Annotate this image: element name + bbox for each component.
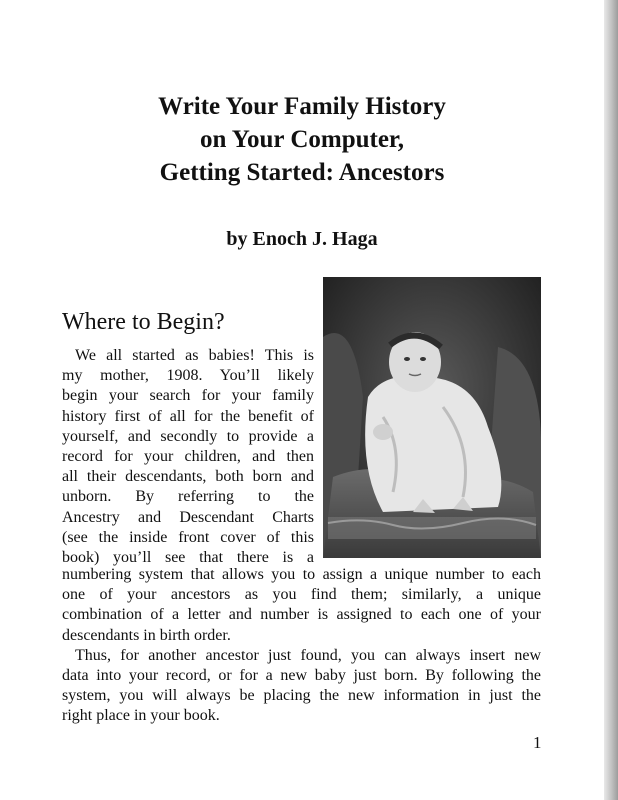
text-line: data into your record, or for a new baby just born. By following the (62, 667, 541, 685)
text-line: book) you’ll see that there is a (62, 549, 314, 567)
paragraph-1-narrow (62, 346, 314, 568)
baby-photograph (323, 277, 541, 558)
text-line: numbering system that allows you to assign a unique number to each (62, 566, 541, 583)
author-byline: by Enoch J. Haga (226, 228, 378, 250)
section-heading: Where to Begin? (62, 309, 225, 335)
text-line: descendants in birth order. (62, 626, 231, 644)
text-line: Thus, for another ancestor just found, you can always insert new (75, 646, 541, 664)
scan-edge-shadow (604, 0, 618, 800)
text-line: one of your ancestors as you find them; similarly, a unique (62, 586, 541, 604)
text-line: yourself, and secondly to provide a (62, 427, 314, 445)
text-line: Ancestry and Descendant Charts (62, 508, 314, 526)
page-number: 1 (533, 733, 542, 752)
text-line: (see the inside front cover of this (62, 528, 314, 546)
title-line-2: on Your Computer, (200, 126, 404, 153)
document-title (0, 90, 604, 189)
title-line-3: Getting Started: Ancestors (159, 159, 445, 186)
text-line: unborn. By referring to the (62, 488, 314, 506)
text-line: my mother, 1908. You’ll likely (62, 367, 314, 385)
paragraph-1-wide (62, 565, 541, 727)
text-line: right place in your book. (62, 707, 220, 725)
title-line-1: Write Your Family History (158, 93, 446, 120)
text-line: system, you will always be placing the new information in just the (62, 687, 541, 705)
text-line: all their descendants, both born and (62, 468, 314, 486)
baby-photo-illustration (323, 277, 541, 558)
text-line: history first of all for the benefit of (62, 407, 314, 425)
text-line: We all started as babies! This is (75, 347, 314, 364)
text-line: record for your children, and then (62, 448, 314, 466)
text-line: begin your search for your family (62, 387, 314, 405)
text-line: combination of a letter and number is assigned to each one of your (62, 606, 541, 624)
